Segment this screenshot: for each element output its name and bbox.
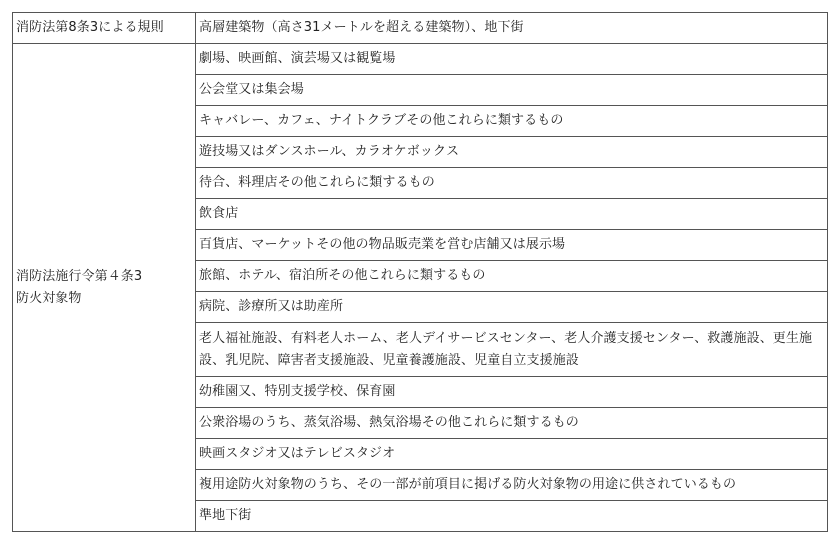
fire-law-rules-table xyxy=(12,12,828,532)
list-item: 公会堂又は集会場 xyxy=(196,75,828,106)
group-label-cell xyxy=(13,44,196,532)
table-row xyxy=(13,13,828,44)
group-label-line: 防火対象物 xyxy=(16,290,82,306)
list-item: 幼稚園又、特別支援学校、保育園 xyxy=(196,377,828,408)
list-item: 複用途防火対象物のうち、その一部が前項目に掲げる防火対象物の用途に供されているもの xyxy=(196,470,828,501)
list-item: 老人福祉施設、有料老人ホーム、老人デイサービスセンター、老人介護支援センター、救護施設、更生施設、乳児院、障害者支援施設、児童養護施設、児童自立支援施設 xyxy=(196,323,828,377)
list-item: 映画スタジオ又はテレビスタジオ xyxy=(196,439,828,470)
list-item: 旅館、ホテル、宿泊所その他これらに類するもの xyxy=(196,261,828,292)
list-item: 百貨店、マーケットその他の物品販売業を営む店舗又は展示場 xyxy=(196,230,828,261)
row-label-cell: 消防法第8条3による規則 xyxy=(13,13,196,44)
list-item: 準地下街 xyxy=(196,501,828,532)
list-item: 待合、料理店その他これらに類するもの xyxy=(196,168,828,199)
list-item: 病院、診療所又は助産所 xyxy=(196,292,828,323)
rules-table-container xyxy=(12,12,827,532)
list-item: 遊技場又はダンスホール、カラオケボックス xyxy=(196,137,828,168)
list-item: キャバレー、カフェ、ナイトクラブその他これらに類するもの xyxy=(196,106,828,137)
table-row xyxy=(13,44,828,75)
row-value-cell: 高層建築物（高さ31メートルを超える建築物）、地下街 xyxy=(196,13,828,44)
list-item: 劇場、映画館、演芸場又は観覧場 xyxy=(196,44,828,75)
list-item: 公衆浴場のうち、蒸気浴場、熱気浴場その他これらに類するもの xyxy=(196,408,828,439)
group-label-line: 消防法施行令第４条3 xyxy=(16,268,143,284)
list-item: 飲食店 xyxy=(196,199,828,230)
